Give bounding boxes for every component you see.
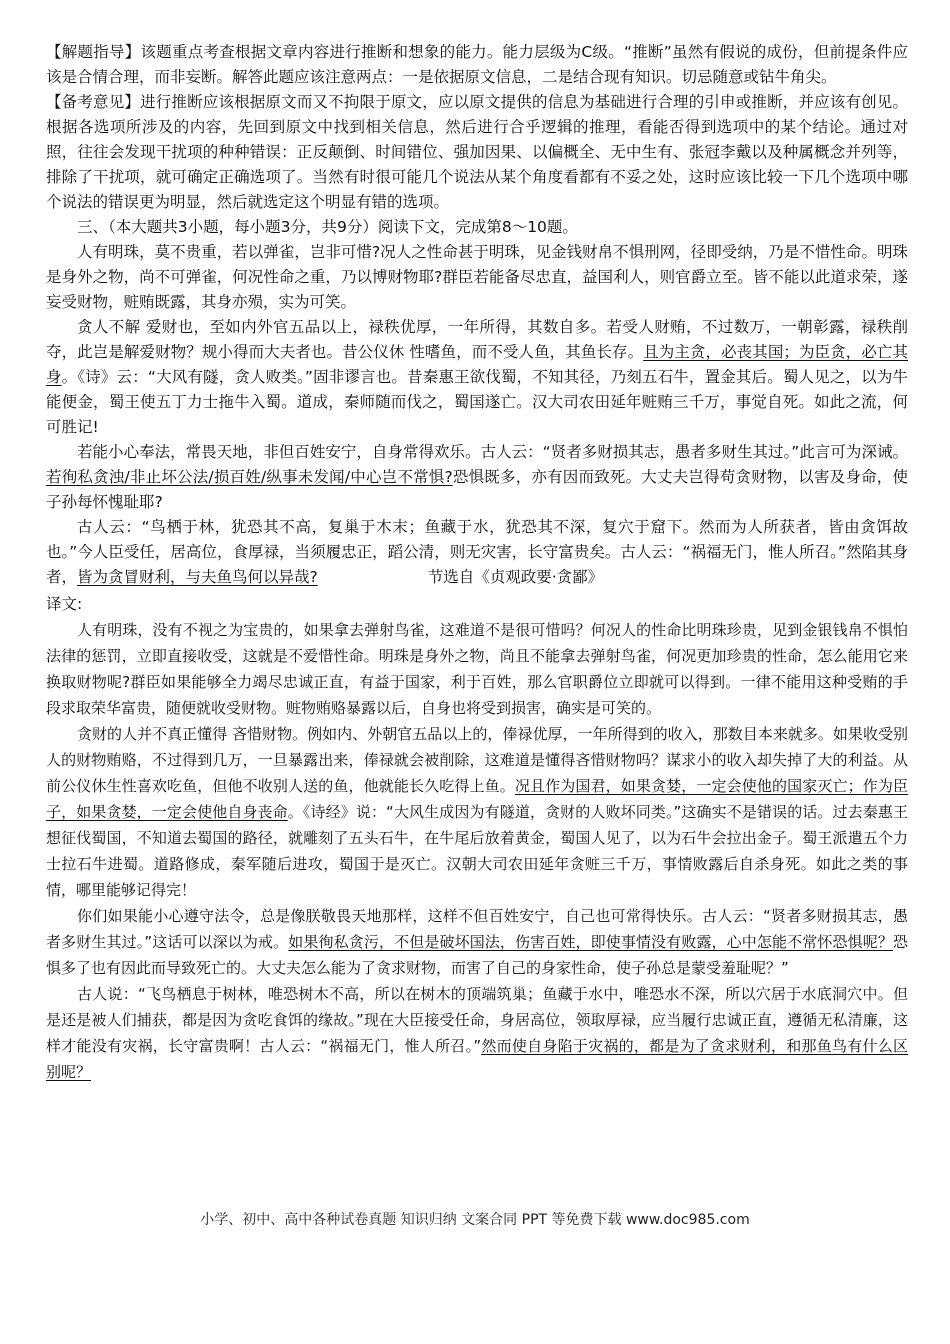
underlined-sentence: 况且作为国君，如果贪婪，一定会使他的国家灭亡；作为臣子，如果贪婪，一定会使他自身丧命 <box>46 777 908 821</box>
translation-paragraph-1: 人有明珠，没有不视之为宝贵的，如果拿去弹射鸟雀，这难道不是很可惜吗？何况人的性命比明珠珍贵，见到金银钱帛不惧怕法律的惩罚，立即直接收受，这就是不爱惜性命。明珠是身外之物，尚且不能拿去弹射鸟雀，何况更加珍贵的性命，怎么能用它来换取财物呢?群臣如果能够全力竭尽忠诚正直，有益于国家，利于百姓，那么官职爵位立即就可以得到。一律不能用这种受贿的手段求取荣华富贵，随便就收受财物。赃物贿赂暴露以后，自身也将受到损害，确实是可笑的。 <box>46 621 908 717</box>
underlined-sentence: 皆为贪冒财利，与夫鱼鸟何以异哉? <box>77 568 318 586</box>
passage-paragraph-3: 若能小心奉法，常畏天地，非但百姓安宁，自身常得欢乐。古人云：“贤者多财损其志，愚者多财生其过。”此言可为深诫。若徇私贪浊/非止坏公法/损百姓/纵事未发闻/中心岂不常惧?恐惧既多，亦有因而致死。大丈夫岂得苟贪财物，以害及身命，使子孙每怀愧耻耶? <box>46 443 908 511</box>
section-title: 三、（本大题共3小题，每小题3分，共9分）阅读下文，完成第8～10题。 <box>77 218 578 236</box>
document-page <box>46 40 908 1085</box>
translation-label: 译文: <box>46 595 83 613</box>
translation-paragraph-4: 古人说：“飞鸟栖息于树林，唯恐树木不高，所以在树木的顶端筑巢；鱼藏于水中，唯恐水不深，所以穴居于水底洞穴中。但是还是被人们捕获，都是因为贪吃食饵的缘故。”现在大臣接受任命，身居高位，领取厚禄，应当履行忠诚正直，遵循无私清廉，这样才能没有灾祸，长守富贵啊！古人云：“祸福无门，惟人所召。”然而使自身陷于灾祸的，都是为了贪求财利，和那鱼鸟有什么区别呢？ <box>46 985 908 1081</box>
advice-text: 进行推断应该根据原文而又不拘限于原文，应以原文提供的信息为基础进行合理的引申或推断，并应该有创见。根据各选项所涉及的内容，先回到原文中找到相关信息，然后进行合乎逻辑的推理，看能否得到选项中的某个结论。通过对照，往往会发现干扰项的种种错误：正反颠倒、时间错位、强加因果、以偏概全、无中生有、张冠李戴以及种属概念并列等，排除了干扰项，就可确定正确选项了。当然有时很可能几个说法从某个角度看都有不妥之处，这时应该比较一下几个选项中哪个说法的错误更为明显，然后就选定这个明显有错的选项。 <box>46 93 908 211</box>
passage-paragraph-4: 古人云：“鸟栖于林，犹恐其不高，复巢于木末；鱼藏于水，犹恐其不深，复穴于窟下。然而为人所获者，皆由贪饵故也。”今人臣受任，居高位，食厚禄，当须履忠正，蹈公清，则无灾害，长守富贵矣。古人云：“祸福无门，惟人所召。”然陷其身者，皆为贪冒财利，与夫鱼鸟何以异哉? 节选自《贞观政要·贪鄙》 <box>46 518 908 586</box>
advice-paragraph <box>46 90 908 215</box>
underlined-sentence: 然而使自身陷于灾祸的，都是为了贪求财利，和那鱼鸟有什么区别呢？ <box>46 1037 908 1081</box>
advice-label: 【备考意见】 <box>46 93 141 111</box>
passage-paragraph-2: 贪人不解 爱财也，至如内外官五品以上，禄秩优厚，一年所得，其数自多。若受人财贿，不过数万，一朝彰露，禄秩削夺，此岂是解爱财物？规小得而大夫者也。昔公仪休 性嗜鱼，而不受人鱼，其鱼长存。且为主贪，必丧其国；为臣贪，必亡其身。《诗》云：“大风有隧，贪人败类。”固非谬言也。昔秦惠王欲伐蜀，不知其径，乃刻五石牛，置金其后。蜀人见之，以为牛能便金，蜀王使五丁力士拖牛入蜀。道成，秦师随而伐之，蜀国遂亡。汉大司农田延年赃贿三千万，事觉自死。如此之流，何可胜记! <box>46 318 908 436</box>
underlined-sentence: 若徇私贪浊/非止坏公法/损百姓/纵事未发闻/中心岂不常惧? <box>46 468 453 486</box>
underlined-sentence: 且为主贪，必丧其国；为臣贪，必亡其身 <box>46 343 908 386</box>
translation-paragraph-3: 你们如果能小心遵守法令，总是像朕敬畏天地那样，这样不但百姓安宁，自己也可常得快乐。古人云：“贤者多财损其志，愚者多财生其过。”这话可以深以为戒。如果徇私贪污，不但是破坏国法，伤害百姓，即使事情没有败露，心中怎能不常怀恐惧呢？恐惧多了也有因此而导致死亡的。大丈夫怎么能为了贪求财物，而害了自己的身家性命，使子孙总是蒙受羞耻呢？” <box>46 907 908 977</box>
guide-label: 【解题指导】 <box>46 43 141 61</box>
guide-paragraph <box>46 40 908 90</box>
passage-paragraph-1: 人有明珠，莫不贵重，若以弹雀，岂非可惜?况人之性命甚于明珠，见金钱财帛不惧刑网，径即受纳，乃是不惜性命。明珠是身外之物，尚不可弹雀，何况性命之重，乃以博财物耶?群臣若能备尽忠直，益国利人，则官爵立至。皆不能以此道求荣，遂妄受财物，赃贿既露，其身亦殒，实为可笑。 <box>46 243 908 311</box>
underlined-sentence: 如果徇私贪污，不但是破坏国法，伤害百姓，即使事情没有败露，心中怎能不常怀恐惧呢？ <box>288 933 893 951</box>
translation-paragraph-2: 贪财的人并不真正懂得 吝惜财物。例如内、外朝官五品以上的，俸禄优厚，一年所得到的收入，那数目本来就多。如果收受别人的财物贿赂，不过得到几万，一旦暴露出来，俸禄就会被削除，这难道是懂得吝惜财物吗？谋求小的收入却失掉了大的利益。从前公仪休生性喜欢吃鱼，但他不收别人送的鱼，他就能长久吃得上鱼。况且作为国君，如果贪婪，一定会使他的国家灭亡；作为臣子，如果贪婪，一定会使他自身丧命。《诗经》说：“大风生成因为有隧道，贪财的人败坏同类。”这确实不是错误的话。过去秦惠王想征伐蜀国，不知道去蜀国的路径，就雕刻了五头石牛，在牛尾后放着黄金，蜀国人见了，以为石牛会拉出金子。蜀王派遣五个力士拉石牛进蜀。道路修成，秦军随后进攻，蜀国于是灭亡。汉朝大司农田延年贪赃三千万，事情败露后自杀身死。如此之类的事情，哪里能够记得完！ <box>46 725 908 899</box>
guide-text: 该题重点考查根据文章内容进行推断和想象的能力。能力层级为C级。“推断”虽然有假说的成份，但前提条件应该是合情合理，而非妄断。解答此题应该注意两点：一是依据原文信息，二是结合现有知识。切忌随意或钻牛角尖。 <box>46 43 908 86</box>
passage-source: 节选自《贞观政要·贪鄙》 <box>427 568 604 586</box>
page-footer: 小学、初中、高中各种试卷真题 知识归纳 文案合同 PPT 等免费下载 www.doc985.com <box>200 1212 750 1228</box>
